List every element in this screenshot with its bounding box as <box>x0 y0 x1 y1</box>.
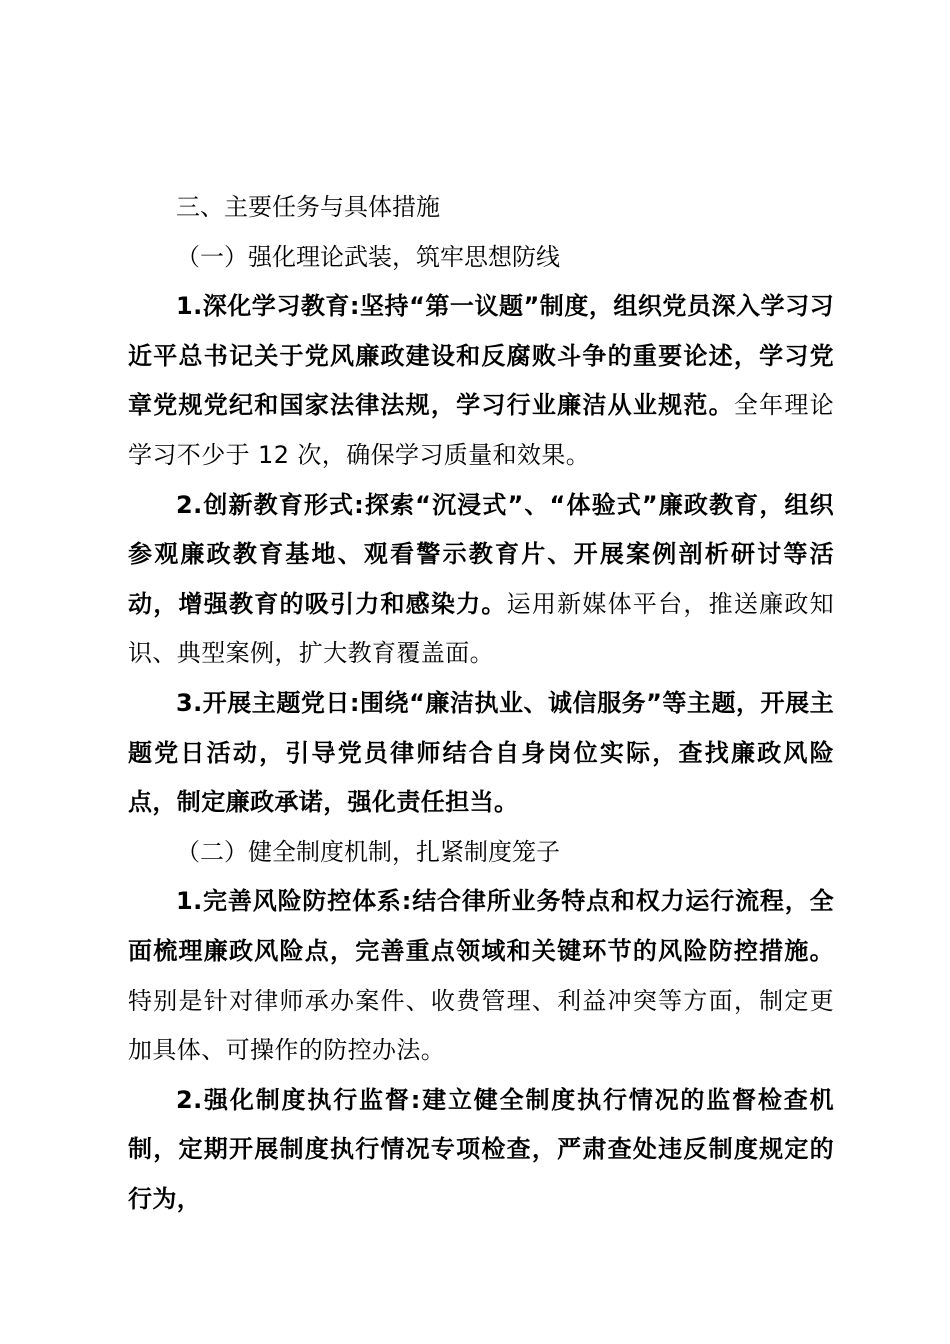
part1-item-1 <box>128 282 834 480</box>
part1-heading: （一）强化理论武装，筑牢思想防线 <box>176 242 560 271</box>
part2-item-1-text: 特别是针对律师承办案件、收费管理、利益冲突等方面，制定更加具体、可操作的防控办法。 <box>128 986 834 1065</box>
part2-heading: （二）健全制度机制，扎紧制度笼子 <box>176 837 560 866</box>
part2-item-2 <box>128 1076 834 1225</box>
part2-item-2-bold: 2.强化制度执行监督:建立健全制度执行情况的监督检查机制，定期开展制度执行情况专项检查，严肃查处违反制度规定的行为， <box>128 1085 834 1213</box>
part1-item-2-text: 运用新媒体平台，推送廉政知识、典型案例，扩大教育覆盖面。 <box>128 589 835 668</box>
part1-item-2-bold: 2.创新教育形式:探索“沉浸式”、“体验式”廉政教育，组织参观廉政教育基地、观看警示教育片、开展案例剖析研讨等活动，增强教育的吸引力和感染力。 <box>128 490 834 618</box>
section-heading: 三、主要任务与具体措施 <box>176 193 440 221</box>
part1-item-1-text: 全年理论学习不少于 12 次，确保学习质量和效果。 <box>128 391 834 469</box>
part2-item-1 <box>128 877 834 1075</box>
part1-item-1-bold: 1.深化学习教育:坚持“第一议题”制度，组织党员深入学习习近平总书记关于党风廉政建设和反腐败斗争的重要论述，学习党章党规党纪和国家法律法规，学习行业廉洁从业规范。 <box>128 292 834 420</box>
part1-item-2 <box>128 481 834 679</box>
part2-item-1-bold: 1.完善风险防控体系:结合律所业务特点和权力运行流程，全面梳理廉政风险点，完善重点领域和关键环节的风险防控措施。 <box>128 887 834 965</box>
part1-item-3-bold: 3.开展主题党日:围绕“廉洁执业、诚信服务”等主题，开展主题党日活动，引导党员律师结合自身岗位实际，查找廉政风险点，制定廉政承诺，强化责任担当。 <box>128 688 834 817</box>
part1-item-3 <box>128 679 834 828</box>
document-body <box>128 183 834 1224</box>
